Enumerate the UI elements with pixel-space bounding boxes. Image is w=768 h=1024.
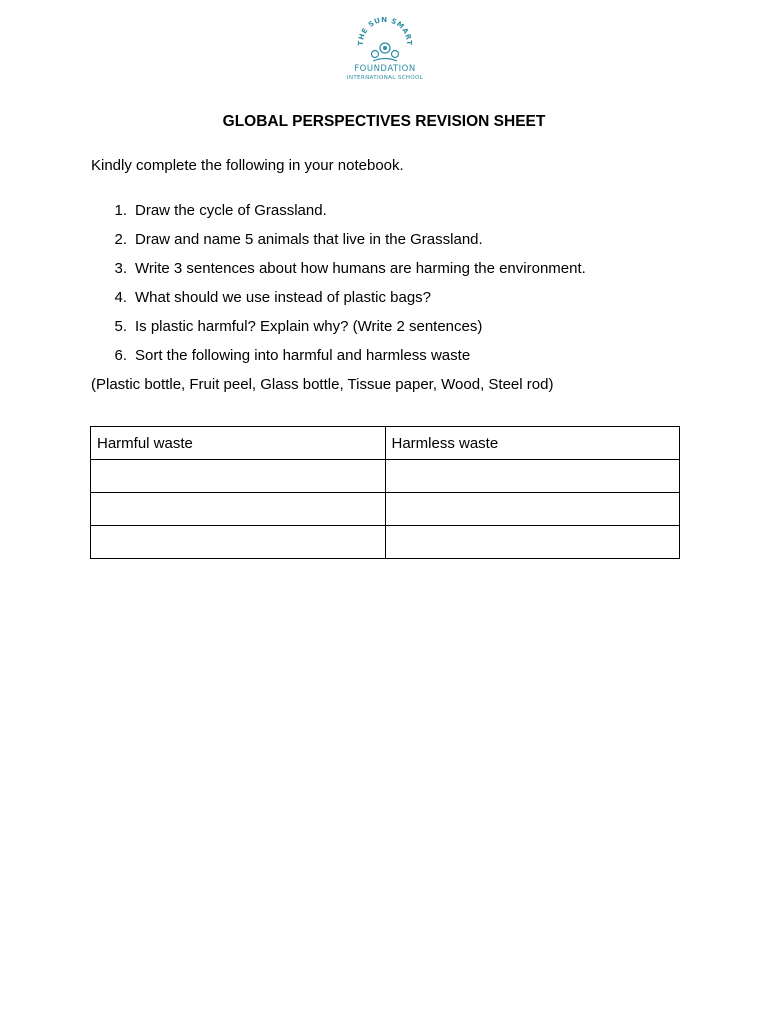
page-title: GLOBAL PERSPECTIVES REVISION SHEET xyxy=(222,113,546,130)
school-logo xyxy=(330,14,440,90)
list-item xyxy=(91,318,586,347)
waste-items-list: (Plastic bottle, Fruit peel, Glass bottle, Tissue paper, Wood, Steel rod) xyxy=(91,376,554,393)
list-item xyxy=(91,289,586,318)
list-item-number: 3. xyxy=(114,260,127,277)
table-row xyxy=(91,460,680,493)
list-item-text: Is plastic harmful? Explain why? (Write 2 sentences) xyxy=(135,318,483,335)
list-item-number: 4. xyxy=(114,289,127,306)
list-item-number: 2. xyxy=(114,231,127,248)
table-cell xyxy=(91,493,386,526)
header-harmful-waste: Harmful waste xyxy=(91,427,386,460)
task-list xyxy=(91,202,586,376)
logo-org-subtitle: INTERNATIONAL SCHOOL xyxy=(346,75,424,81)
list-item-text: Write 3 sentences about how humans are harming the environment. xyxy=(135,260,586,277)
table-cell xyxy=(385,493,680,526)
list-item-number: 1. xyxy=(114,202,127,219)
table-row xyxy=(91,493,680,526)
list-item xyxy=(91,202,586,231)
table-cell xyxy=(385,526,680,559)
table-cell xyxy=(91,460,386,493)
table-cell xyxy=(385,460,680,493)
header-harmless-waste: Harmless waste xyxy=(385,427,680,460)
list-item-text: What should we use instead of plastic bags? xyxy=(135,289,432,306)
list-item-number: 5. xyxy=(114,318,127,335)
waste-sorting-table xyxy=(90,426,680,559)
list-item xyxy=(91,231,586,260)
table-row xyxy=(91,526,680,559)
instructions-text: Kindly complete the following in your notebook. xyxy=(91,157,404,174)
logo-arc-text: THE SUN SMART xyxy=(356,15,414,46)
table-header-row xyxy=(91,427,680,460)
list-item-text: Draw the cycle of Grassland. xyxy=(135,202,327,219)
svg-text:THE SUN SMART xyxy=(357,16,413,46)
sun-smart-emblem-icon xyxy=(353,14,417,64)
table-cell xyxy=(91,526,386,559)
list-item-text: Sort the following into harmful and harmless waste xyxy=(135,347,471,364)
list-item-number: 6. xyxy=(114,347,127,364)
list-item xyxy=(91,260,586,289)
list-item xyxy=(91,347,586,376)
list-item-text: Draw and name 5 animals that live in the Grassland. xyxy=(135,231,483,248)
logo-org-name: FOUNDATION xyxy=(354,64,416,74)
